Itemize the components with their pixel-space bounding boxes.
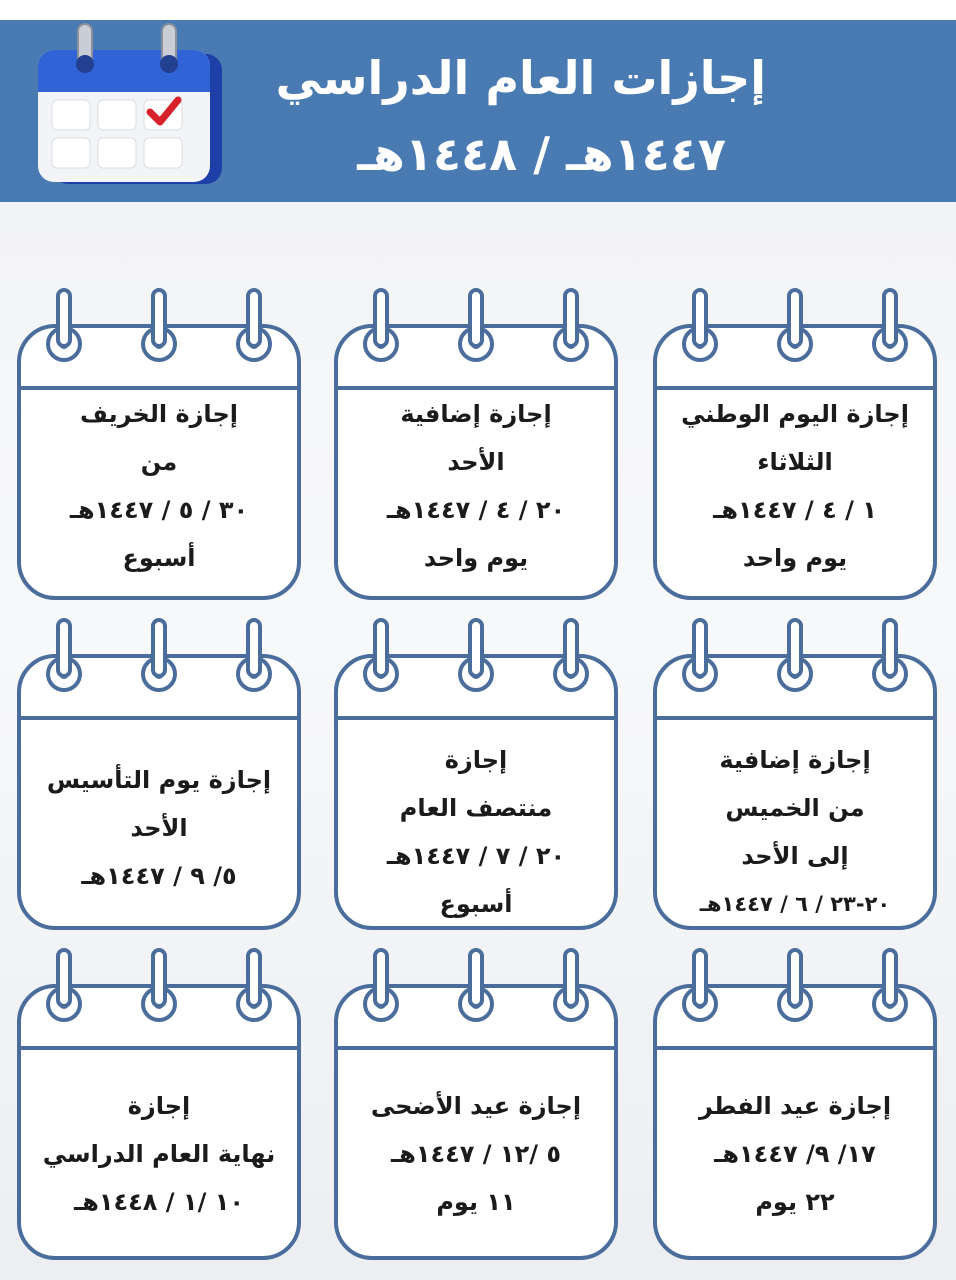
- holiday-card-national-day: [652, 290, 938, 604]
- card-line: إلى الأحد: [741, 842, 849, 870]
- card-line: ١٧/ ٩/ ١٤٤٧هـ: [714, 1140, 876, 1168]
- card-line: الثلاثاء: [757, 448, 833, 476]
- card-line: ١٠ /١ / ١٤٤٨هـ: [74, 1188, 244, 1216]
- card-line: ٢٢ يوم: [755, 1188, 835, 1216]
- calendar-check-icon: [22, 18, 228, 194]
- card-line: إجازة: [444, 746, 508, 774]
- card-line: ٥ /١٢ / ١٤٤٧هـ: [391, 1140, 561, 1168]
- holiday-card-midyear: [333, 620, 619, 934]
- card-line: ١١ يوم: [436, 1188, 516, 1216]
- card-line: إجازة إضافية: [400, 400, 552, 428]
- card-line: إجازة عيد الفطر: [698, 1092, 892, 1120]
- card-line: ١ / ٤ / ١٤٤٧هـ: [713, 496, 877, 524]
- holiday-card-founding-day: [16, 620, 302, 934]
- card-line: إجازة يوم التأسيس: [46, 766, 272, 794]
- card-line: إجازة إضافية: [719, 746, 871, 774]
- card-line: من: [140, 448, 178, 476]
- card-line: الأحد: [130, 814, 188, 842]
- holiday-card-extra-2: [652, 620, 938, 934]
- card-line: من الخميس: [725, 794, 865, 822]
- card-line: ٥/ ٩ / ١٤٤٧هـ: [81, 862, 237, 890]
- card-line: ٢٠ / ٤ / ١٤٤٧هـ: [386, 496, 566, 524]
- card-line: إجازة اليوم الوطني: [681, 400, 909, 428]
- card-line: إجازة عيد الأضحى: [370, 1092, 582, 1120]
- holiday-card-extra-1: [333, 290, 619, 604]
- page-subtitle-years: ١٤٤٧هـ / ١٤٤٨هـ: [357, 127, 726, 181]
- card-line: إجازة الخريف: [80, 400, 238, 428]
- card-line: إجازة: [127, 1092, 191, 1120]
- holiday-card-eid-alfitr: [652, 950, 938, 1264]
- card-line: أسبوع: [439, 890, 513, 918]
- card-line: يوم واحد: [742, 544, 848, 572]
- card-line: نهاية العام الدراسي: [42, 1140, 276, 1168]
- card-line: ٢٠ / ٧ / ١٤٤٧هـ: [386, 842, 566, 870]
- holiday-card-autumn: [16, 290, 302, 604]
- card-line: ٢٠-٢٣ / ٦ / ١٤٤٧هـ: [699, 892, 891, 916]
- card-line: ٣٠ / ٥ / ١٤٤٧هـ: [69, 496, 249, 524]
- card-line: الأحد: [447, 448, 505, 476]
- card-line: يوم واحد: [423, 544, 529, 572]
- holiday-card-eid-aladha: [333, 950, 619, 1264]
- card-line: منتصف العام: [399, 794, 553, 822]
- holiday-card-year-end: [16, 950, 302, 1264]
- page-title: إجازات العام الدراسي: [275, 51, 766, 105]
- card-line: أسبوع: [122, 544, 196, 572]
